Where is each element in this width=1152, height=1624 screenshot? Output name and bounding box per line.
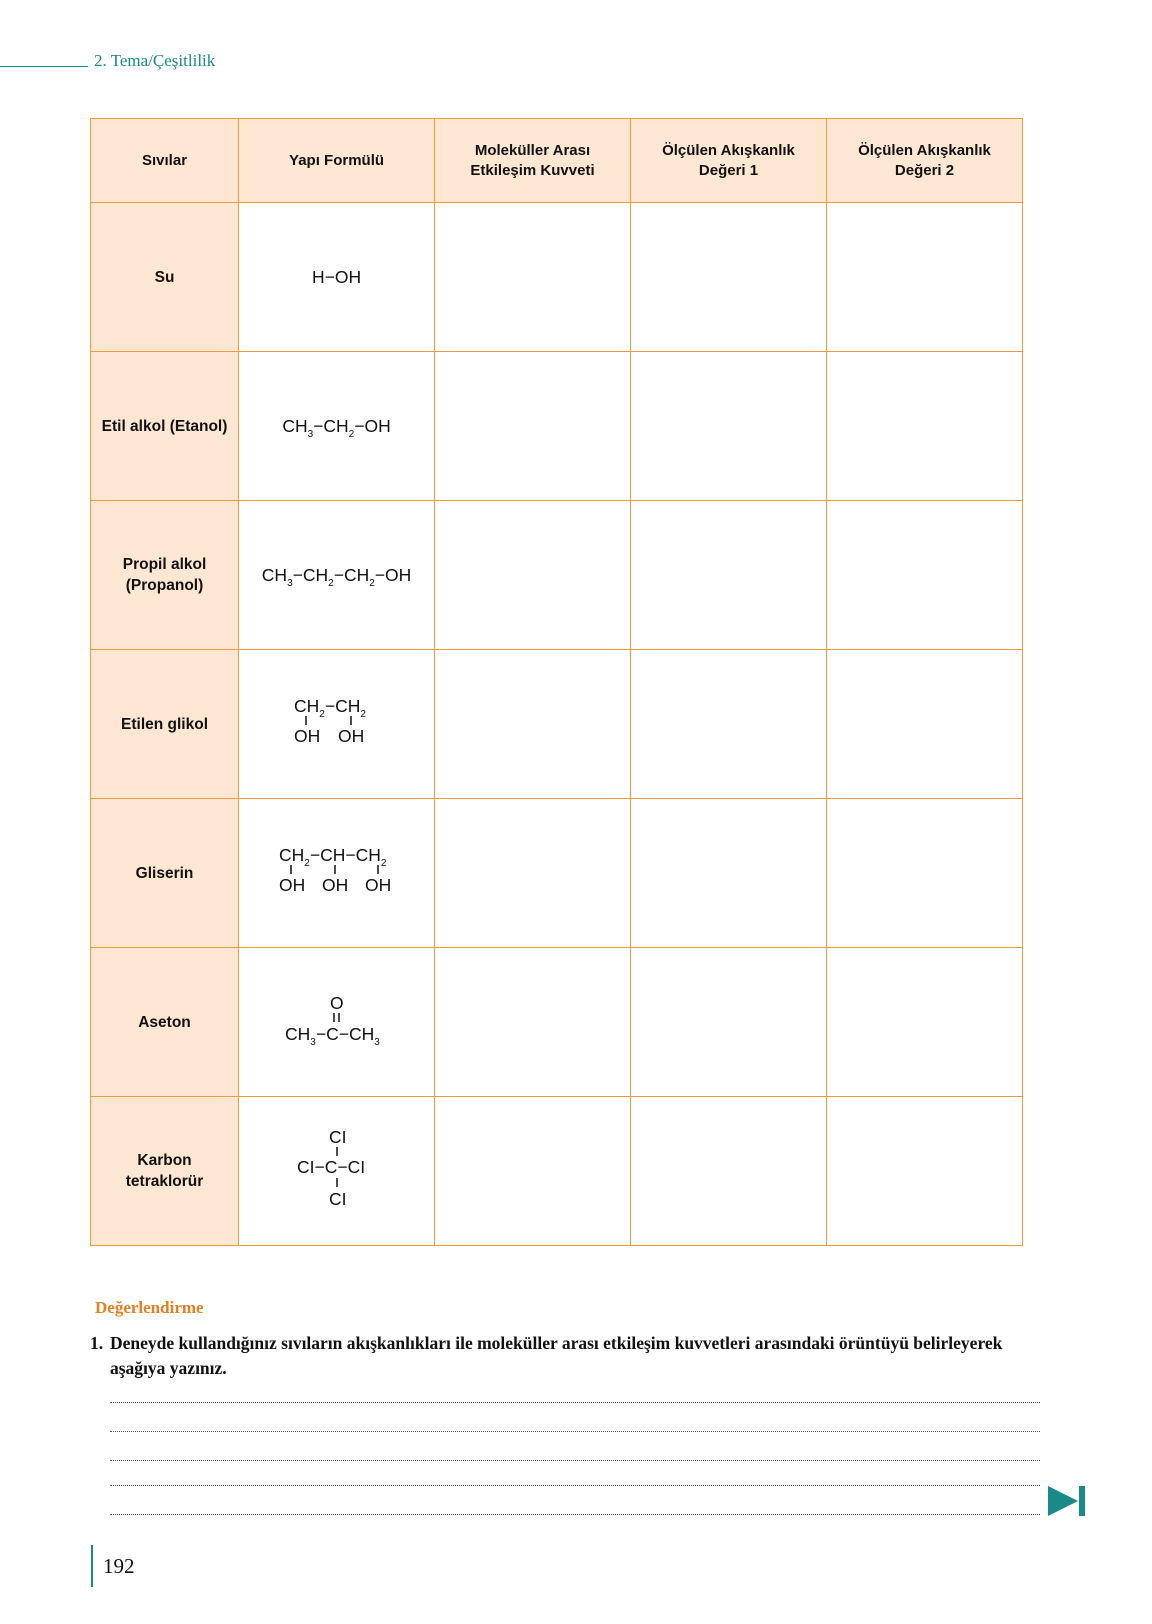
svg-text:CH2−CH2: $CH_2-CH_2$ (293, 695, 366, 720)
table-row (91, 501, 1023, 650)
table-row (91, 352, 1023, 501)
flow-value-1-cell[interactable] (631, 1097, 827, 1246)
forces-cell[interactable] (435, 1097, 631, 1246)
col-header-formula: Yapı Formülü (239, 119, 435, 203)
carbon-tetrachloride-formula (287, 1127, 387, 1211)
acetone-formula (277, 990, 397, 1050)
liquid-name: Karbon tetraklorür (91, 1097, 239, 1246)
svg-text:CI: CI (328, 1126, 347, 1147)
structural-formula (239, 948, 435, 1097)
question-number: 1. (90, 1333, 104, 1353)
answer-line[interactable] (110, 1431, 1040, 1432)
liquid-name: Propil alkol (Propanol) (91, 501, 239, 650)
col-header-flow-2: Ölçülen Akışkanlık Değeri 2 (826, 119, 1022, 203)
structural-formula (239, 650, 435, 799)
flow-value-1-cell[interactable] (631, 501, 827, 650)
col-header-flow-1: Ölçülen Akışkanlık Değeri 1 (631, 119, 827, 203)
liquid-name: Gliserin (91, 799, 239, 948)
forces-cell[interactable] (435, 352, 631, 501)
flow-value-2-cell[interactable] (826, 203, 1022, 352)
table-row (91, 799, 1023, 948)
forces-cell[interactable] (435, 203, 631, 352)
question-text: Deneyde kullandığınız sıvıların akışkanlıkları ile moleküller arası etkileşim kuvvetleri arasındaki örüntüyü belirleyerek aşağıya yazınız. (110, 1333, 1003, 1378)
table-row (91, 203, 1023, 352)
flow-value-2-cell[interactable] (826, 352, 1022, 501)
flow-value-1-cell[interactable] (631, 650, 827, 799)
liquid-name: Aseton (91, 948, 239, 1097)
ethylene-glycol-formula (282, 694, 392, 750)
structural-formula (239, 799, 435, 948)
section-title: 2. Tema/Çeşitlilik (94, 51, 216, 70)
svg-text:CH3−C−CH3: $CH_3-C-CH_3$ (284, 1023, 380, 1048)
col-header-forces: Moleküller Arası Etkileşim Kuvveti (435, 119, 631, 203)
flow-value-1-cell[interactable] (631, 352, 827, 501)
svg-text:OH: OH (278, 874, 305, 895)
flow-value-1-cell[interactable] (631, 948, 827, 1097)
answer-line[interactable] (110, 1460, 1040, 1461)
svg-text:CH2−CH−CH2: $CH_2-CH-CH_2$ (278, 844, 386, 869)
flow-value-2-cell[interactable] (826, 799, 1022, 948)
structural-formula: H−OH (239, 203, 435, 352)
svg-text:CI: CI (328, 1188, 347, 1209)
liquid-name: Su (91, 203, 239, 352)
flow-value-2-cell[interactable] (826, 501, 1022, 650)
svg-text:OH: OH (337, 725, 364, 746)
flow-value-1-cell[interactable] (631, 799, 827, 948)
table-header-row (91, 119, 1023, 203)
flow-value-1-cell[interactable] (631, 203, 827, 352)
forces-cell[interactable] (435, 948, 631, 1097)
svg-text:OH: OH (321, 874, 348, 895)
liquid-name: Etilen glikol (91, 650, 239, 799)
structural-formula: $CH_3-CH_2-CH_2-OH$ (239, 501, 435, 650)
flow-value-2-cell[interactable] (826, 1097, 1022, 1246)
flow-value-2-cell[interactable] (826, 650, 1022, 799)
evaluation-title: Değerlendirme (95, 1298, 204, 1317)
forces-cell[interactable] (435, 650, 631, 799)
structural-formula (239, 1097, 435, 1246)
flow-value-2-cell[interactable] (826, 948, 1022, 1097)
forces-cell[interactable] (435, 799, 631, 948)
svg-text:O: O (329, 992, 344, 1013)
answer-line[interactable] (110, 1485, 1040, 1486)
page-number: 192 (103, 1554, 135, 1578)
svg-text:OH: OH (364, 874, 391, 895)
svg-text:OH: OH (293, 725, 320, 746)
header-rule (0, 66, 88, 67)
liquid-name: Etil alkol (Etanol) (91, 352, 239, 501)
structural-formula: $CH_3-CH_2-OH$ (239, 352, 435, 501)
question-1 (90, 1331, 1040, 1381)
answer-line[interactable] (110, 1402, 1040, 1403)
svg-text:CI−C−CI: CI−C−CI (296, 1156, 365, 1177)
forces-cell[interactable] (435, 501, 631, 650)
glycerin-formula (267, 843, 407, 899)
next-page-icon[interactable] (1048, 1485, 1086, 1517)
table-row (91, 1097, 1023, 1246)
answer-line[interactable] (110, 1514, 1040, 1515)
table-row (91, 650, 1023, 799)
col-header-liquids: Sıvılar (91, 119, 239, 203)
page-number-rule (91, 1545, 93, 1587)
liquids-table (90, 118, 1023, 1246)
table-row (91, 948, 1023, 1097)
